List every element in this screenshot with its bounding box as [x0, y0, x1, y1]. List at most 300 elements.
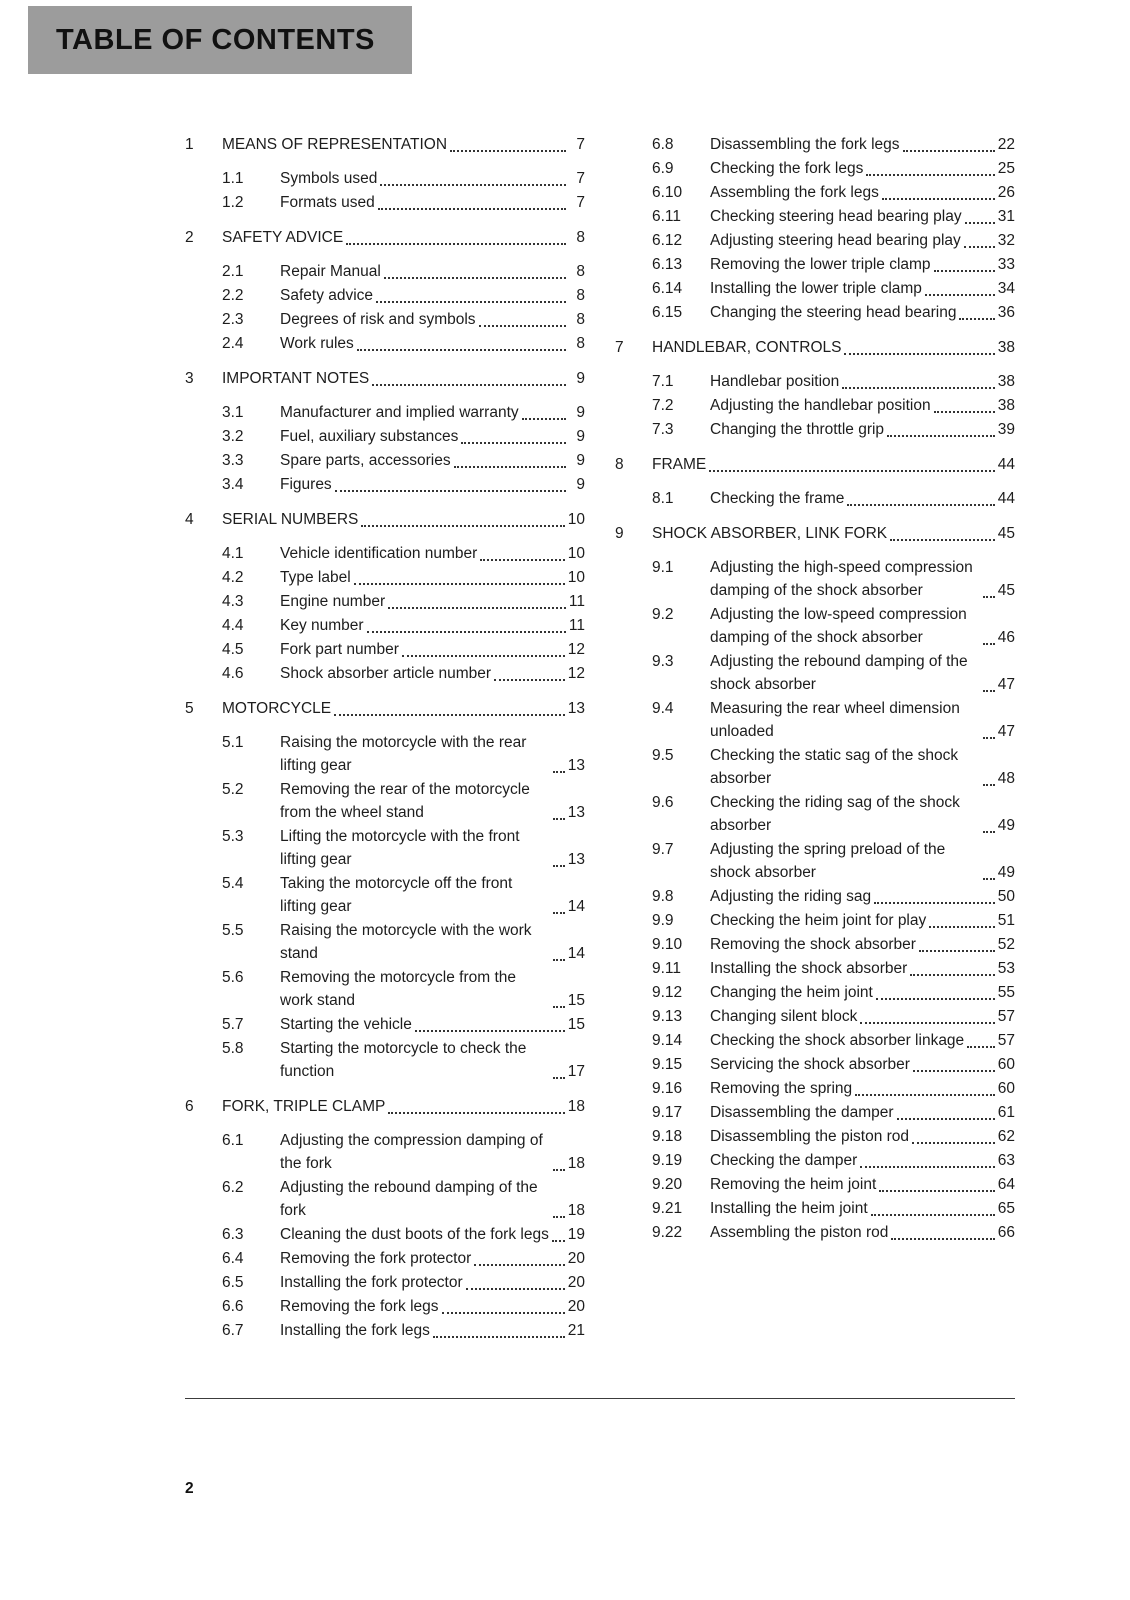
entry-page: 31 — [997, 208, 1015, 225]
entry-title: Checking the riding sag of the shock absorber — [710, 794, 960, 834]
dot-leader — [879, 1190, 994, 1192]
entry-title: SAFETY ADVICE — [222, 229, 344, 246]
entry-line — [710, 933, 1015, 956]
entry-number: 5 — [185, 700, 194, 717]
toc-section-entry — [185, 473, 585, 496]
entry-line — [710, 1077, 1015, 1100]
entry-title: Starting the motorcycle to check the function — [280, 1040, 527, 1080]
entry-number: 9.4 — [652, 700, 674, 717]
entry-number: 3.2 — [222, 428, 244, 445]
toc-column-left — [185, 133, 585, 1343]
entry-number: 2 — [185, 229, 194, 246]
entry-page: 26 — [997, 184, 1015, 201]
entry-line — [280, 332, 585, 355]
dot-leader — [372, 384, 566, 386]
entry-line — [280, 1223, 585, 1246]
entry-line — [710, 133, 1015, 156]
entry-title: Shock absorber article number — [280, 665, 492, 682]
toc-section-entry — [615, 1149, 1015, 1172]
toc-section-entry — [615, 1053, 1015, 1076]
entry-page: 10 — [567, 569, 585, 586]
entry-page: 46 — [997, 629, 1015, 646]
entry-line — [280, 590, 585, 613]
entry-title: IMPORTANT NOTES — [222, 370, 370, 387]
entry-page: 14 — [567, 898, 585, 915]
entry-page: 8 — [576, 287, 585, 304]
entry-page: 65 — [997, 1200, 1015, 1217]
entry-title: Removing the shock absorber — [710, 936, 916, 953]
toc-section-entry — [615, 957, 1015, 980]
entry-line — [280, 731, 585, 777]
entry-title: Raising the motorcycle with the work stand — [280, 922, 532, 962]
dot-leader — [983, 831, 995, 833]
toc-section-entry — [615, 229, 1015, 252]
entry-title: Taking the motorcycle off the front lifting gear — [280, 875, 513, 915]
entry-title: Checking the heim joint for play — [710, 912, 927, 929]
entry-number: 5.3 — [222, 828, 244, 845]
entry-line — [652, 522, 1015, 545]
entry-page: 50 — [997, 888, 1015, 905]
entry-page: 49 — [997, 817, 1015, 834]
entry-page: 12 — [567, 641, 585, 658]
toc-section-entry — [615, 157, 1015, 180]
entry-title: Vehicle identification number — [280, 545, 478, 562]
dot-leader — [866, 174, 994, 176]
entry-line — [280, 1176, 585, 1222]
entry-title: Fork part number — [280, 641, 399, 658]
entry-title: Safety advice — [280, 287, 374, 304]
entry-line — [710, 277, 1015, 300]
entry-number: 6.13 — [652, 256, 683, 273]
entry-page: 13 — [567, 851, 585, 868]
dot-leader — [929, 926, 994, 928]
toc-section-entry — [185, 1129, 585, 1175]
entry-line — [710, 487, 1015, 510]
entry-number: 4.5 — [222, 641, 244, 658]
toc-chapter-entry — [185, 697, 585, 720]
toc-section-entry — [185, 614, 585, 637]
toc-section-entry — [615, 1101, 1015, 1124]
toc-section-entry — [615, 370, 1015, 393]
toc-section-entry — [615, 418, 1015, 441]
dot-leader — [553, 959, 565, 961]
dot-leader — [897, 1118, 995, 1120]
toc-columns — [185, 133, 1015, 1343]
entry-page: 12 — [567, 665, 585, 682]
entry-line — [652, 453, 1015, 476]
entry-number: 6.12 — [652, 232, 683, 249]
entry-line — [710, 1173, 1015, 1196]
toc-chapter-entry — [615, 453, 1015, 476]
entry-line — [222, 367, 585, 390]
entry-number: 5.6 — [222, 969, 244, 986]
entry-page: 61 — [997, 1104, 1015, 1121]
entry-page: 10 — [567, 545, 585, 562]
entry-number: 9.20 — [652, 1176, 683, 1193]
entry-number: 3.3 — [222, 452, 244, 469]
toc-section-entry — [185, 308, 585, 331]
entry-line — [280, 778, 585, 824]
entry-title: Adjusting the compression damping of the fork — [280, 1132, 543, 1172]
entry-title: Checking the damper — [710, 1152, 858, 1169]
dot-leader — [479, 325, 566, 327]
entry-number: 7.1 — [652, 373, 674, 390]
entry-title: Assembling the piston rod — [710, 1224, 889, 1241]
entry-page: 20 — [567, 1274, 585, 1291]
dot-leader — [335, 490, 566, 492]
toc-section-entry — [185, 566, 585, 589]
entry-title: MOTORCYCLE — [222, 700, 332, 717]
dot-leader — [959, 318, 994, 320]
entry-line — [280, 966, 585, 1012]
entry-number: 4.2 — [222, 569, 244, 586]
entry-title: Removing the fork protector — [280, 1250, 472, 1267]
entry-page: 49 — [997, 864, 1015, 881]
entry-page: 45 — [997, 525, 1015, 542]
dot-leader — [474, 1264, 564, 1266]
entry-line — [710, 838, 1015, 884]
page-title: TABLE OF CONTENTS — [56, 23, 375, 56]
toc-section-entry — [185, 1247, 585, 1270]
toc-section-entry — [615, 487, 1015, 510]
dot-leader — [844, 353, 994, 355]
entry-number: 6.7 — [222, 1322, 244, 1339]
entry-title: Disassembling the piston rod — [710, 1128, 910, 1145]
entry-page: 22 — [997, 136, 1015, 153]
entry-page: 39 — [997, 421, 1015, 438]
entry-line — [710, 650, 1015, 696]
dot-leader — [855, 1094, 995, 1096]
dot-leader — [709, 470, 995, 472]
entry-number: 7 — [615, 339, 624, 356]
entry-page: 60 — [997, 1056, 1015, 1073]
entry-title: MEANS OF REPRESENTATION — [222, 136, 448, 153]
entry-number: 6.6 — [222, 1298, 244, 1315]
entry-title: Installing the fork protector — [280, 1274, 463, 1291]
entry-page: 15 — [567, 992, 585, 1009]
dot-leader — [442, 1312, 565, 1314]
dot-leader — [357, 349, 566, 351]
toc-section-entry — [185, 966, 585, 1012]
dot-leader — [367, 631, 566, 633]
entry-number: 4 — [185, 511, 194, 528]
dot-leader — [553, 1006, 565, 1008]
entry-number: 5.1 — [222, 734, 244, 751]
entry-line — [710, 229, 1015, 252]
entry-title: Type label — [280, 569, 351, 586]
dot-leader — [378, 208, 566, 210]
entry-number: 2.2 — [222, 287, 244, 304]
entry-page: 66 — [997, 1224, 1015, 1241]
entry-page: 44 — [997, 456, 1015, 473]
entry-number: 9.19 — [652, 1152, 683, 1169]
dot-leader — [361, 525, 564, 527]
entry-title: Degrees of risk and symbols — [280, 311, 476, 328]
entry-line — [710, 418, 1015, 441]
toc-section-entry — [615, 1077, 1015, 1100]
entry-page: 18 — [567, 1098, 585, 1115]
entry-page: 7 — [576, 170, 585, 187]
toc-chapter-entry — [185, 226, 585, 249]
entry-page: 13 — [567, 757, 585, 774]
entry-line — [280, 638, 585, 661]
toc-column-right — [615, 133, 1015, 1343]
dot-leader — [860, 1022, 994, 1024]
footer-divider — [185, 1398, 1015, 1399]
dot-leader — [876, 998, 995, 1000]
dot-leader — [388, 607, 566, 609]
entry-number: 9.12 — [652, 984, 683, 1001]
entry-line — [280, 1295, 585, 1318]
entry-page: 60 — [997, 1080, 1015, 1097]
dot-leader — [553, 818, 565, 820]
entry-title: Work rules — [280, 335, 354, 352]
entry-title: Adjusting the rebound damping of the shock absorber — [710, 653, 968, 693]
dot-leader — [934, 270, 995, 272]
entry-number: 9.9 — [652, 912, 674, 929]
entry-page: 47 — [997, 676, 1015, 693]
entry-line — [280, 662, 585, 685]
entry-title: FRAME — [652, 456, 707, 473]
entry-page: 62 — [997, 1128, 1015, 1145]
entry-line — [222, 226, 585, 249]
dot-leader — [388, 1112, 564, 1114]
entry-page: 32 — [997, 232, 1015, 249]
toc-section-entry — [615, 556, 1015, 602]
entry-page: 9 — [576, 452, 585, 469]
toc-section-entry — [615, 394, 1015, 417]
entry-page: 11 — [568, 617, 585, 634]
dot-leader — [871, 1214, 995, 1216]
entry-title: SHOCK ABSORBER, LINK FORK — [652, 525, 888, 542]
entry-number: 1 — [185, 136, 194, 153]
entry-number: 2.3 — [222, 311, 244, 328]
entry-number: 3 — [185, 370, 194, 387]
entry-number: 9.16 — [652, 1080, 683, 1097]
entry-title: Adjusting the handlebar position — [710, 397, 931, 414]
toc-section-entry — [185, 1319, 585, 1342]
dot-leader — [934, 411, 995, 413]
entry-line — [280, 1037, 585, 1083]
entry-title: HANDLEBAR, CONTROLS — [652, 339, 842, 356]
entry-number: 9.14 — [652, 1032, 683, 1049]
entry-number: 6.1 — [222, 1132, 244, 1149]
entry-page: 7 — [576, 136, 585, 153]
entry-line — [710, 744, 1015, 790]
dot-leader — [454, 466, 566, 468]
entry-line — [710, 556, 1015, 602]
entry-line — [710, 1053, 1015, 1076]
dot-leader — [552, 1240, 565, 1242]
entry-number: 4.6 — [222, 665, 244, 682]
dot-leader — [964, 246, 995, 248]
entry-line — [280, 401, 585, 424]
entry-title: Removing the rear of the motorcycle from the wheel stand — [280, 781, 530, 821]
entry-title: Changing silent block — [710, 1008, 858, 1025]
entry-number: 7.3 — [652, 421, 674, 438]
entry-page: 63 — [997, 1152, 1015, 1169]
entry-line — [280, 473, 585, 496]
dot-leader — [384, 277, 566, 279]
entry-title: FORK, TRIPLE CLAMP — [222, 1098, 386, 1115]
entry-page: 9 — [576, 370, 585, 387]
entry-number: 2.4 — [222, 335, 244, 352]
entry-title: Adjusting the low-speed compression damping of the shock absorber — [710, 606, 967, 646]
dot-leader — [553, 1077, 565, 1079]
entry-line — [710, 1125, 1015, 1148]
dot-leader — [334, 714, 565, 716]
entry-page: 55 — [997, 984, 1015, 1001]
entry-number: 6.4 — [222, 1250, 244, 1267]
toc-section-entry — [615, 885, 1015, 908]
dot-leader — [480, 559, 564, 561]
entry-line — [710, 981, 1015, 1004]
dot-leader — [354, 583, 565, 585]
toc-section-entry — [615, 181, 1015, 204]
entry-number: 9.5 — [652, 747, 674, 764]
entry-number: 9.17 — [652, 1104, 683, 1121]
entry-title: Checking the static sag of the shock absorber — [710, 747, 959, 787]
entry-number: 6.3 — [222, 1226, 244, 1243]
entry-number: 2.1 — [222, 263, 244, 280]
entry-title: Servicing the shock absorber — [710, 1056, 910, 1073]
entry-line — [710, 697, 1015, 743]
entry-line — [280, 1129, 585, 1175]
dot-leader — [983, 690, 995, 692]
toc-section-entry — [185, 919, 585, 965]
entry-title: Handlebar position — [710, 373, 840, 390]
dot-leader — [553, 912, 565, 914]
entry-line — [710, 791, 1015, 837]
entry-number: 8 — [615, 456, 624, 473]
dot-leader — [912, 1142, 995, 1144]
toc-section-entry — [615, 205, 1015, 228]
entry-title: Assembling the fork legs — [710, 184, 879, 201]
entry-line — [222, 1095, 585, 1118]
toc-section-entry — [185, 1037, 585, 1083]
entry-number: 6.15 — [652, 304, 683, 321]
entry-page: 44 — [997, 490, 1015, 507]
entry-title: Cleaning the dust boots of the fork legs — [280, 1226, 549, 1243]
entry-title: Checking the fork legs — [710, 160, 864, 177]
toc-chapter-entry — [185, 1095, 585, 1118]
entry-line — [280, 566, 585, 589]
entry-title: Spare parts, accessories — [280, 452, 451, 469]
toc-section-entry — [185, 1271, 585, 1294]
entry-line — [710, 885, 1015, 908]
entry-number: 5.7 — [222, 1016, 244, 1033]
entry-page: 7 — [576, 194, 585, 211]
entry-title: Adjusting the high-speed compression damping of the shock absorber — [710, 559, 973, 599]
entry-title: Installing the fork legs — [280, 1322, 430, 1339]
dot-leader — [553, 865, 565, 867]
entry-line — [710, 603, 1015, 649]
toc-section-entry — [615, 1221, 1015, 1244]
entry-line — [710, 1101, 1015, 1124]
entry-number: 4.4 — [222, 617, 244, 634]
entry-page: 14 — [567, 945, 585, 962]
dot-leader — [983, 878, 995, 880]
entry-page: 20 — [567, 1250, 585, 1267]
entry-number: 6.9 — [652, 160, 674, 177]
entry-page: 38 — [997, 397, 1015, 414]
dot-leader — [860, 1166, 994, 1168]
toc-section-entry — [185, 332, 585, 355]
entry-page: 10 — [567, 511, 585, 528]
entry-title: Removing the heim joint — [710, 1176, 877, 1193]
toc-section-entry — [615, 301, 1015, 324]
dot-leader — [983, 596, 995, 598]
dot-leader — [891, 1238, 994, 1240]
toc-section-entry — [615, 791, 1015, 837]
entry-title: Removing the spring — [710, 1080, 853, 1097]
entry-line — [652, 336, 1015, 359]
toc-section-entry — [615, 744, 1015, 790]
entry-number: 9.21 — [652, 1200, 683, 1217]
entry-page: 34 — [997, 280, 1015, 297]
dot-leader — [494, 679, 565, 681]
toc-section-entry — [615, 697, 1015, 743]
entry-number: 9.13 — [652, 1008, 683, 1025]
toc-section-entry — [615, 603, 1015, 649]
dot-leader — [874, 902, 995, 904]
entry-line — [280, 872, 585, 918]
entry-page: 9 — [576, 404, 585, 421]
entry-number: 3.4 — [222, 476, 244, 493]
entry-page: 8 — [576, 335, 585, 352]
entry-number: 9.8 — [652, 888, 674, 905]
dot-leader — [890, 539, 995, 541]
entry-number: 6.10 — [652, 184, 683, 201]
toc-section-entry — [615, 650, 1015, 696]
entry-page: 15 — [567, 1016, 585, 1033]
entry-line — [280, 614, 585, 637]
dot-leader — [522, 418, 566, 420]
toc-chapter-entry — [185, 133, 585, 156]
entry-page: 57 — [997, 1008, 1015, 1025]
entry-title: Manufacturer and implied warranty — [280, 404, 519, 421]
entry-title: Changing the heim joint — [710, 984, 873, 1001]
toc-section-entry — [615, 1125, 1015, 1148]
dot-leader — [967, 1046, 995, 1048]
entry-page: 17 — [567, 1063, 585, 1080]
dot-leader — [847, 504, 994, 506]
entry-page: 51 — [997, 912, 1015, 929]
entry-page: 13 — [567, 804, 585, 821]
toc-section-entry — [185, 449, 585, 472]
entry-number: 9.7 — [652, 841, 674, 858]
entry-page: 19 — [567, 1226, 585, 1243]
entry-page: 36 — [997, 304, 1015, 321]
toc-section-entry — [185, 1176, 585, 1222]
entry-line — [710, 1029, 1015, 1052]
entry-line — [280, 1247, 585, 1270]
entry-line — [710, 370, 1015, 393]
dot-leader — [380, 184, 566, 186]
toc-section-entry — [615, 253, 1015, 276]
entry-title: Fuel, auxiliary substances — [280, 428, 459, 445]
entry-page: 18 — [567, 1155, 585, 1172]
toc-chapter-entry — [615, 522, 1015, 545]
entry-line — [280, 260, 585, 283]
entry-line — [710, 1197, 1015, 1220]
toc-section-entry — [615, 838, 1015, 884]
entry-title: Removing the fork legs — [280, 1298, 439, 1315]
entry-page: 20 — [567, 1298, 585, 1315]
entry-title: Adjusting the spring preload of the shock absorber — [710, 841, 946, 881]
toc-section-entry — [185, 825, 585, 871]
entry-number: 5.2 — [222, 781, 244, 798]
